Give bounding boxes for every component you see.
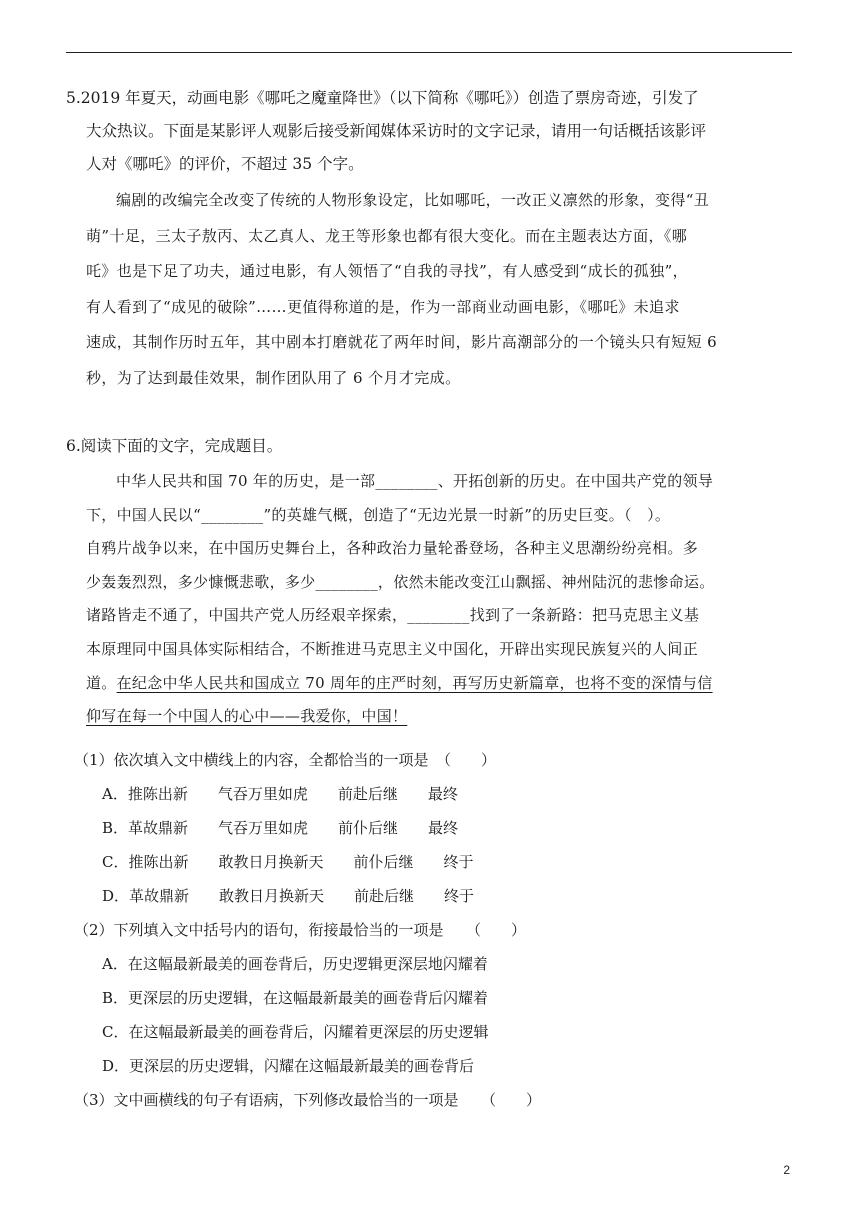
- passage-line: 道。在纪念中华人民共和国成立 70 周年的庄严时刻，再写历史新篇章，也将不变的深情与信: [86, 673, 713, 692]
- question-5: [66, 82, 796, 396]
- option-1a: A．推陈出新 气吞万里如虎 前赴后继 最终: [102, 785, 458, 803]
- passage-line: 少轰轰烈烈，多少慷慨悲歌，多少________，依然未能改变江山飘摇、神州陆沉的悲惨命运。: [86, 572, 715, 591]
- option-1c: C．推陈出新 敢教日月换新天 前仆后继 终于: [102, 853, 474, 871]
- passage-line: 有人看到了“成见的破除”……更值得称道的是，作为一部商业动画电影，《哪吒》未追求: [86, 297, 680, 316]
- question-5-number: 5.: [66, 89, 81, 107]
- option-2a: A．在这幅最新最美的画卷背后，历史逻辑更深层地闪耀着: [102, 955, 488, 973]
- option-2c: C．在这幅最新最美的画卷背后，闪耀着更深层的历史逻辑: [102, 1023, 489, 1041]
- header-rule: [66, 52, 792, 53]
- passage-line: 自鸦片战争以来，在中国历史舞台上，各种政治力量轮番登场，各种主义思潮纷纷亮相。多: [86, 539, 699, 558]
- option-1b: B．革故鼎新 气吞万里如虎 前仆后继 最终: [102, 819, 459, 837]
- passage-line: 速成，其制作历时五年，其中剧本打磨就花了两年时间，影片高潮部分的一个镜头只有短短 6: [86, 333, 718, 351]
- underlined-sentence: 在纪念中华人民共和国成立 70 周年的庄严时刻，再写历史新篇章，也将不变的深情与信: [116, 673, 713, 692]
- passage-line: 下，中国人民以“________”的英雄气概，创造了“无边光景一时新”的历史巨变。（ ）。: [86, 505, 671, 524]
- passage-line: [86, 700, 796, 734]
- question-6-passage: [66, 465, 796, 734]
- passage-line: 中华人民共和国 70 年的历史，是一部________、开拓创新的历史。在中国共产党的领导: [116, 472, 714, 490]
- question-6-stem: 6.阅读下面的文字，完成题目。: [66, 437, 283, 455]
- page-number: 2: [783, 1163, 790, 1177]
- option-2d: D．更深层的历史逻辑，闪耀在这幅最新最美的画卷背后: [102, 1057, 475, 1075]
- sub-question-3-stem: （3）文中画横线的句子有语病，下列修改最恰当的一项是 （ ）: [74, 1091, 542, 1109]
- question-5-passage: [66, 183, 796, 396]
- passage-line: 本原理同中国具体实际相结合，不断推进马克思主义中国化，开辟出实现民族复兴的人间正: [86, 639, 699, 658]
- question-5-stem-line3: 人对《哪吒》的评价，不超过 35 个字。: [86, 155, 364, 173]
- sub-question-1-stem: （1）依次填入文中横线上的内容，全都恰当的一项是 （ ）: [74, 751, 497, 769]
- question-5-stem: [66, 82, 796, 181]
- sub-question-2-stem: （2）下列填入文中括号内的语句，衔接最恰当的一项是 （ ）: [74, 921, 527, 939]
- question-5-stem-line2: 大众热议。下面是某影评人观影后接受新闻媒体采访时的文字记录，请用一句话概括该影评: [86, 122, 707, 140]
- passage-line: 萌”十足，三太子敖丙、太乙真人、龙王等形象也都有很大变化。而在主题表达方面，《哪: [86, 226, 688, 245]
- question-5-stem-line1: 2019 年夏天，动画电影《哪吒之魔童降世》（以下简称《哪吒》）创造了票房奇迹，引发了: [80, 89, 699, 107]
- passage-line: 秒，为了达到最佳效果，制作团队用了 6 个月才完成。: [86, 368, 461, 387]
- question-6: [66, 430, 796, 734]
- underlined-sentence-end: 仰写在每一个中国人的心中——我爱你，中国！: [86, 707, 408, 726]
- option-2b: B．更深层的历史逻辑，在这幅最新最美的画卷背后闪耀着: [102, 989, 489, 1007]
- passage-line: 诸路皆走不通了，中国共产党人历经艰辛探索，________找到了一条新路：把马克思主义基: [86, 606, 700, 625]
- passage-line: 编剧的改编完全改变了传统的人物形象设定，比如哪吒，一改正义凛然的形象，变得“丑: [116, 191, 710, 209]
- option-1d: D．革故鼎新 敢教日月换新天 前赴后继 终于: [102, 887, 475, 905]
- passage-line: 吒》也是下足了功夫，通过电影，有人领悟了“自我的寻找”，有人感受到“成长的孤独”，: [86, 262, 689, 280]
